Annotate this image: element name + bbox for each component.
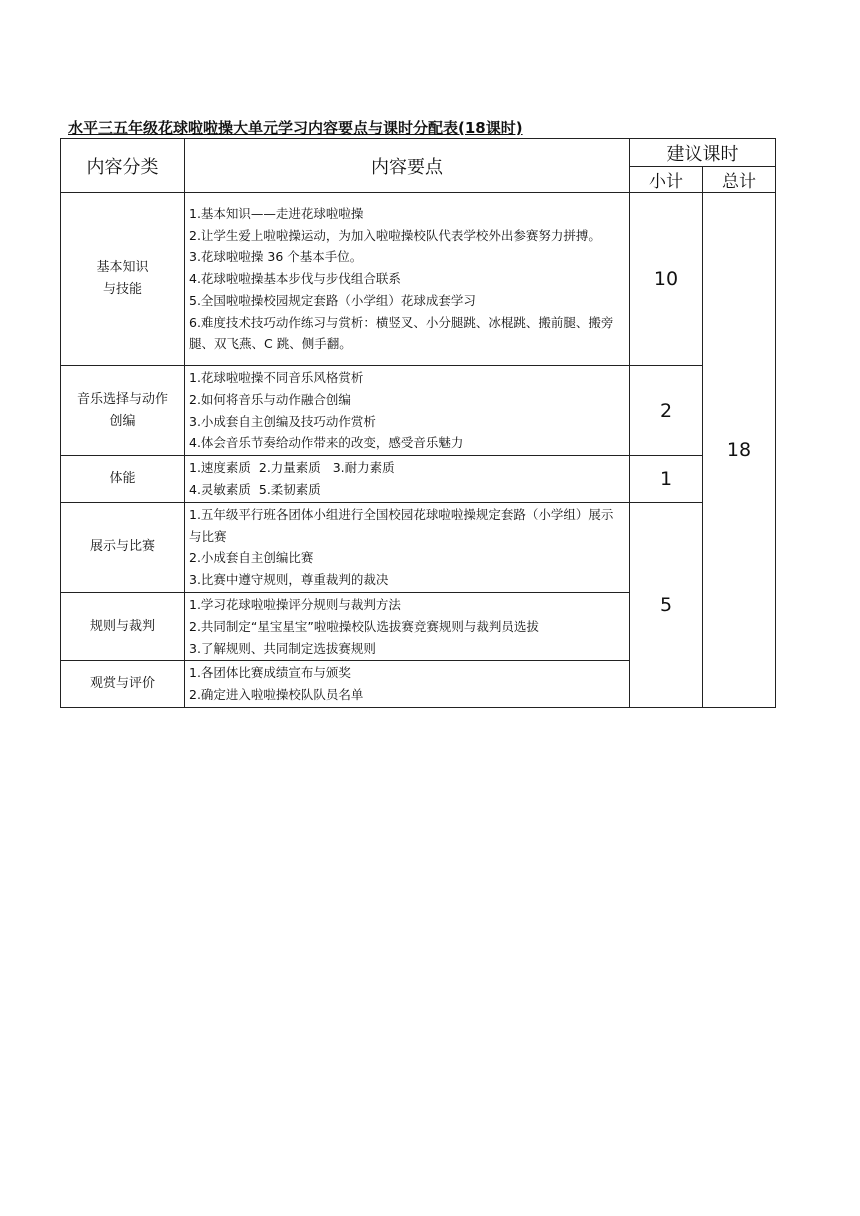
document-title: 水平三五年级花球啦啦操大单元学习内容要点与课时分配表(18课时) xyxy=(68,119,523,137)
list-item: 3.花球啦啦操 36 个基本手位。 xyxy=(189,249,363,265)
header-row-1 xyxy=(61,139,776,167)
list-item: 1.五年级平行班各团体小组进行全国校园花球啦啦操规定套路（小学组）展示与比赛 xyxy=(189,506,614,544)
list-item: 2.让学生爱上啦啦操运动，为加入啦啦操校队代表学校外出参赛努力拼搏。 xyxy=(189,227,601,243)
points-cell xyxy=(185,456,630,503)
lesson-plan-table xyxy=(60,138,776,708)
category-label: 体能 xyxy=(109,470,136,486)
list-item: 4.灵敏素质 5.柔韧素质 xyxy=(189,481,321,497)
list-item: 1.花球啦啦操不同音乐风格赏析 xyxy=(189,370,364,385)
list-item: 1.学习花球啦啦操评分规则与裁判方法 xyxy=(189,596,401,612)
list-item: 3.比赛中遵守规则，尊重裁判的裁决 xyxy=(189,572,389,588)
header-points: 内容要点 xyxy=(185,139,630,193)
category-label: 与技能 xyxy=(102,282,142,297)
category-label: 规则与裁判 xyxy=(89,618,155,634)
category-cell xyxy=(61,456,185,503)
points-cell xyxy=(185,661,630,708)
category-label: 基本知识 xyxy=(96,260,149,275)
header-total: 总计 xyxy=(703,167,776,193)
table-row xyxy=(61,193,776,366)
points-cell xyxy=(185,366,630,456)
category-cell xyxy=(61,592,185,660)
subtotal-cell: 5 xyxy=(630,502,703,707)
list-item: 2.小成套自主创编比赛 xyxy=(189,550,314,566)
table-row xyxy=(61,366,776,456)
points-cell xyxy=(185,592,630,660)
category-cell xyxy=(61,502,185,592)
header-hours: 建议课时 xyxy=(630,139,776,167)
header-subtotal: 小计 xyxy=(630,167,703,193)
list-item: 3.小成套自主创编及技巧动作赏析 xyxy=(189,413,376,429)
category-label: 音乐选择与动作 xyxy=(76,391,168,407)
list-item: 1.各团体比赛成绩宣布与颁奖 xyxy=(189,665,351,681)
header-category: 内容分类 xyxy=(61,139,185,193)
list-item: 4.体会音乐节奏给动作带来的改变，感受音乐魅力 xyxy=(189,435,464,451)
points-cell xyxy=(185,193,630,366)
list-item: 1.速度素质 2.力量素质 3.耐力素质 xyxy=(189,460,395,476)
list-item: 2.如何将音乐与动作融合创编 xyxy=(189,391,351,407)
list-item: 6.难度技术技巧动作练习与赏析：横竖叉、小分腿跳、冰棍跳、搬前腿、搬旁腿、双飞燕、C 跳、侧手翻。 xyxy=(189,314,614,352)
points-cell xyxy=(185,502,630,592)
category-cell xyxy=(61,661,185,708)
list-item: 4.花球啦啦操基本步伐与步伐组合联系 xyxy=(189,271,401,287)
category-label: 观赏与评价 xyxy=(89,676,155,692)
category-label: 展示与比赛 xyxy=(89,539,155,555)
total-cell: 18 xyxy=(703,193,776,708)
category-cell xyxy=(61,193,185,366)
list-item: 5.全国啦啦操校园规定套路（小学组）花球成套学习 xyxy=(189,292,476,308)
list-item: 2.确定进入啦啦操校队队员名单 xyxy=(189,687,364,703)
list-item: 3.了解规则、共同制定选拔赛规则 xyxy=(189,640,376,656)
list-item: 1.基本知识——走进花球啦啦操 xyxy=(189,205,364,221)
list-item: 2.共同制定“星宝星宝”啦啦操校队选拔赛竞赛规则与裁判员选拔 xyxy=(189,618,539,634)
subtotal-cell: 1 xyxy=(630,456,703,503)
table-row xyxy=(61,456,776,503)
category-cell xyxy=(61,366,185,456)
subtotal-cell: 2 xyxy=(630,366,703,456)
table-row xyxy=(61,502,776,592)
subtotal-cell: 10 xyxy=(630,193,703,366)
category-label: 创编 xyxy=(109,413,136,429)
